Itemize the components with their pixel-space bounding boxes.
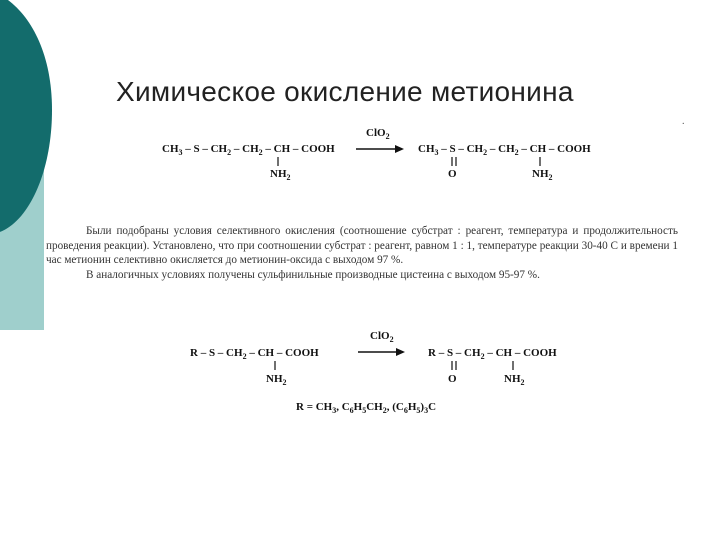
scheme1-product-amine: $NH_2$ — [532, 168, 553, 182]
scheme2-reactant: R – S – $CH_2$ – CH – COOH — [190, 347, 319, 361]
slide-title: Химическое окисление метионина — [116, 76, 574, 107]
corner-mark: . — [682, 116, 685, 127]
scheme1 — [162, 127, 591, 182]
scheme2-product-amine: $NH_2$ — [504, 373, 525, 387]
scheme1-product-oxygen: O — [448, 168, 457, 180]
scheme2-r-definition: $R = CH_3$, $C_6H_5CH_2$, $(C_6H_5)_3C$ — [296, 401, 437, 415]
scheme1-reagent: ClO$_2$ — [366, 127, 390, 141]
scheme1-arrowhead — [395, 145, 404, 153]
paragraph-2: В аналогичных условиях получены сульфинильные производные цистеина с выходом 95-97 %. — [86, 268, 540, 281]
description-text — [46, 224, 678, 282]
paragraph-1: Были подобраны условия селективного окисления (соотношение субстрат : реагент, температура и продолжительность проведения реакции). Установлено, что при соотношении субстрат : реагент, равном 1 : 1, температуре реакции 30-40 С и времени 1 час метионин селективно окисляется до метионин-оксида с выходом 97 %. — [46, 225, 678, 266]
scheme1-reactant-amine: $NH_2$ — [270, 168, 291, 182]
scheme2-reactant-amine: $NH_2$ — [266, 373, 287, 387]
scheme2-product: R – S – $CH_2$ – CH – COOH — [428, 347, 557, 361]
scheme2-arrowhead — [396, 348, 405, 356]
scheme1-reactant: $CH_3$ – S – $CH_2 - CH_2$ – CH – COOH — [162, 143, 335, 157]
scheme2-reagent: ClO$_2$ — [370, 330, 394, 344]
scheme2-product-oxygen: O — [448, 373, 457, 385]
scheme1-product: $CH_3$ – S – $CH_2 - CH_2$ – CH – COOH — [418, 143, 591, 157]
scheme2 — [190, 330, 557, 415]
